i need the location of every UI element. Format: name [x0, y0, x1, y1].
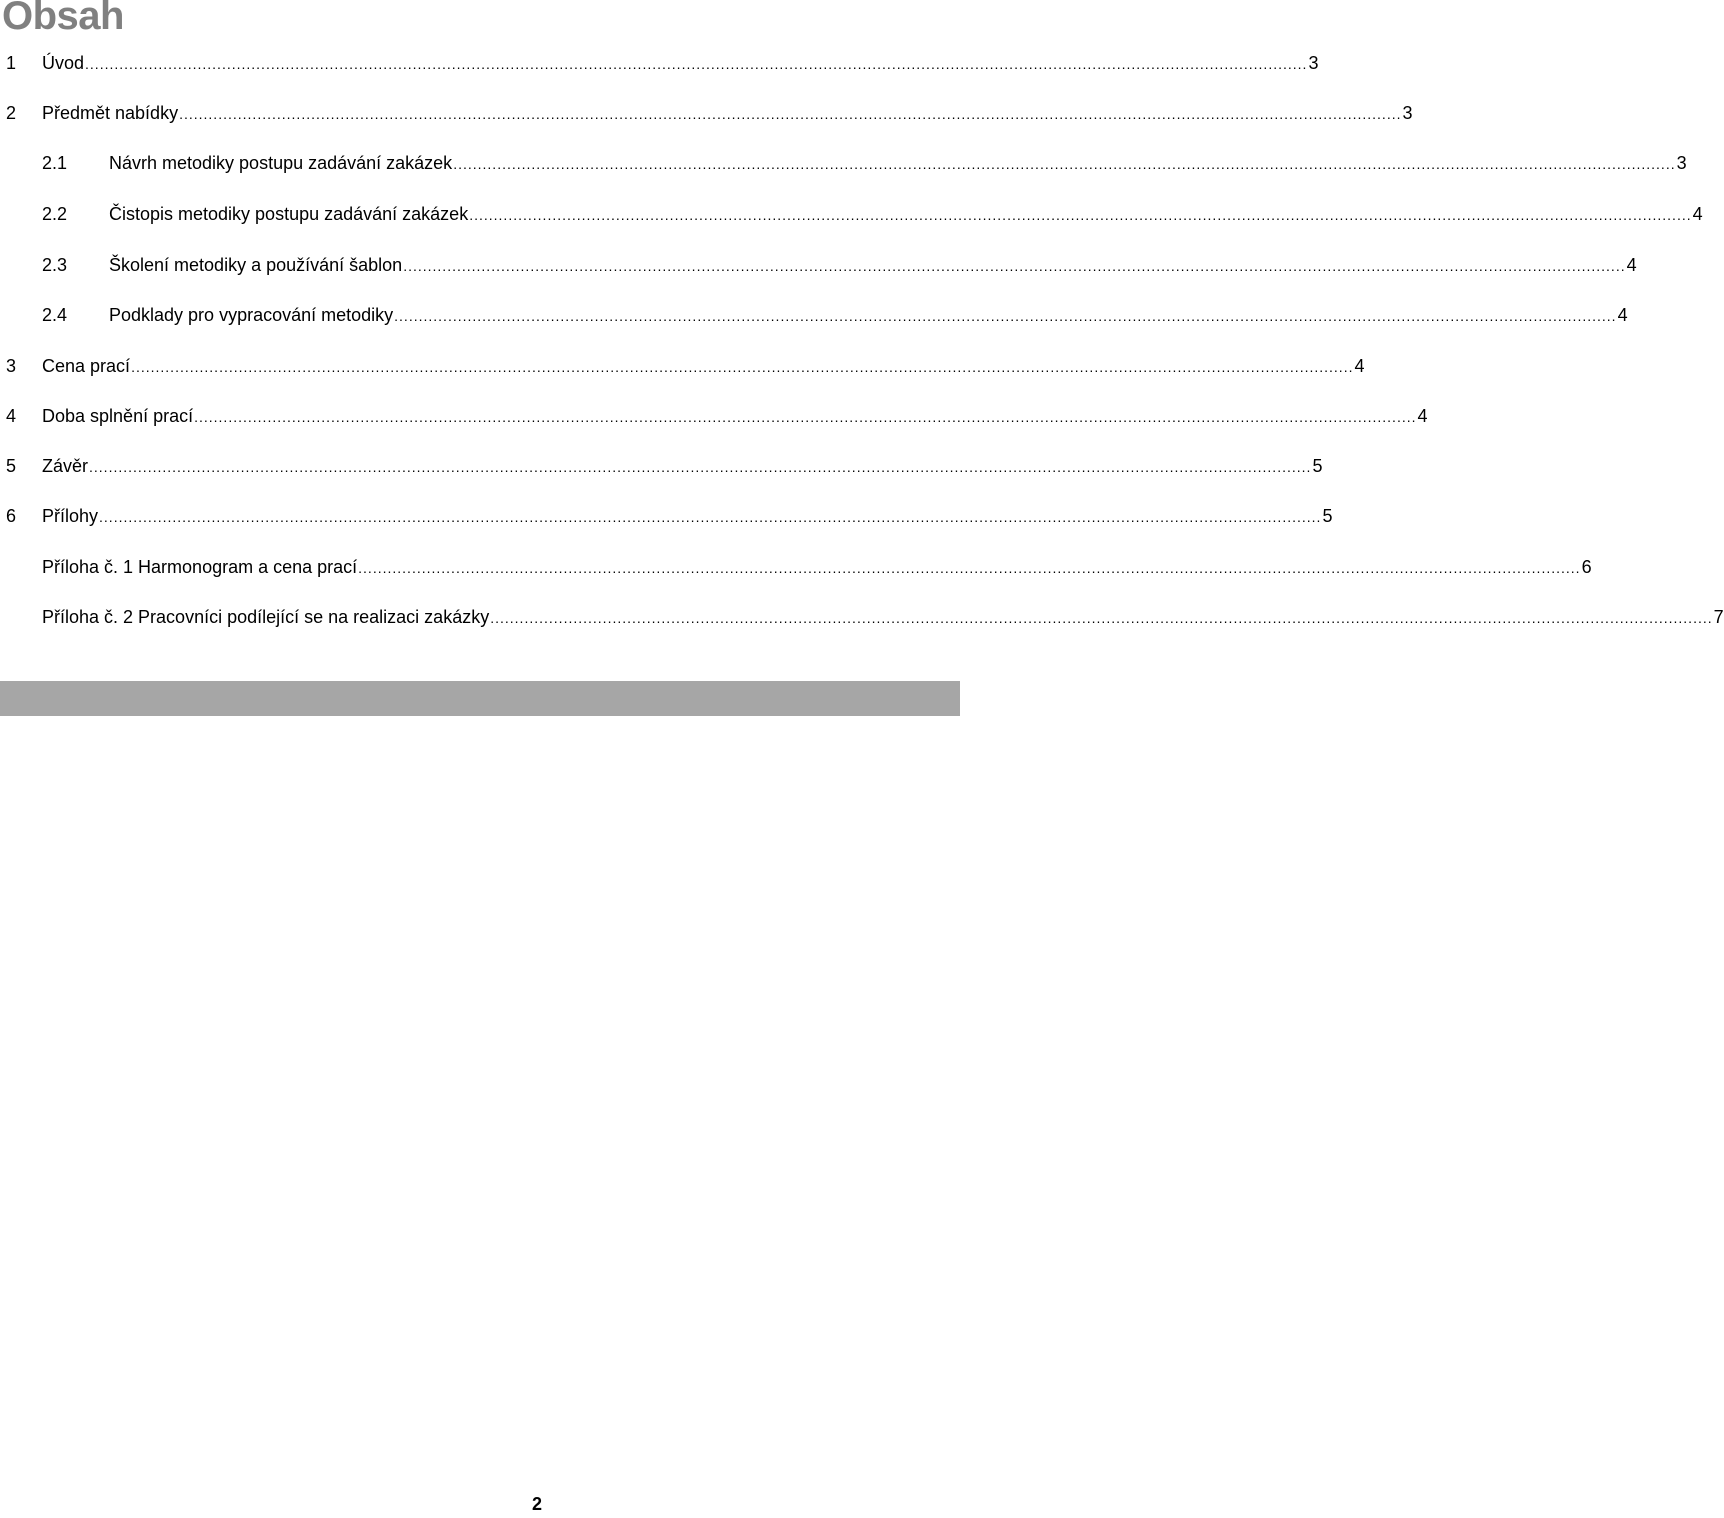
- toc-entry-page: 4: [1617, 305, 1628, 325]
- toc-entry-number: 5: [6, 456, 17, 476]
- toc-entry-page: 4: [1692, 204, 1703, 224]
- toc-entry-number: 2: [6, 103, 17, 123]
- toc-entry-priloha-1[interactable]: [0, 552, 1592, 582]
- toc-entry-page: 5: [1312, 456, 1323, 476]
- toc-leader-dots: ..........................................................................................................................................................................................................................................................: [453, 156, 1676, 172]
- toc-leader-dots: ..........................................................................................................................................................................................................................................................: [99, 509, 1322, 525]
- toc-entry-cena-praci[interactable]: [0, 351, 1365, 381]
- toc-leader-dots: ..........................................................................................................................................................................................................................................................: [89, 459, 1312, 475]
- toc-entry-page: 7: [1713, 607, 1724, 627]
- toc-entry-title: Čistopis metodiky postupu zadávání zakázek: [109, 204, 469, 224]
- toc-entry-page: 4: [1626, 255, 1637, 275]
- toc-entry-number: 4: [6, 406, 17, 426]
- toc-entry-page: 4: [1354, 356, 1365, 376]
- toc-entry-page: 6: [1581, 557, 1592, 577]
- toc-entry-title: Přílohy: [42, 506, 99, 526]
- toc-entry-title: Školení metodiky a používání šablon: [109, 255, 403, 275]
- table-of-contents: [0, 0, 1724, 660]
- toc-entry-number: 1: [6, 53, 17, 73]
- toc-entry-title: Návrh metodiky postupu zadávání zakázek: [109, 153, 453, 173]
- toc-entry-page: 3: [1402, 103, 1413, 123]
- toc-leader-dots: ..........................................................................................................................................................................................................................................................: [403, 258, 1626, 274]
- toc-entry-navrh-metodiky[interactable]: [0, 148, 1687, 178]
- toc-entry-title: Závěr: [42, 456, 89, 476]
- toc-entry-title: Doba splnění prací: [42, 406, 194, 426]
- toc-entry-title: Předmět nabídky: [42, 103, 179, 123]
- toc-leader-dots: ..........................................................................................................................................................................................................................................................: [179, 106, 1402, 122]
- toc-leader-dots: ..........................................................................................................................................................................................................................................................: [394, 308, 1617, 324]
- toc-entry-number: 2.1: [42, 153, 68, 173]
- toc-entry-cistopis-metodiky[interactable]: [0, 199, 1703, 229]
- toc-entry-number: 6: [6, 506, 17, 526]
- toc-leader-dots: ..........................................................................................................................................................................................................................................................: [131, 359, 1354, 375]
- toc-entry-title: Podklady pro vypracování metodiky: [109, 305, 394, 325]
- page-divider-band: [0, 681, 960, 716]
- toc-entry-prilohy[interactable]: [0, 501, 1333, 531]
- toc-entry-zaver[interactable]: [0, 451, 1323, 481]
- toc-entry-number: 2.3: [42, 255, 68, 275]
- toc-entry-number: 2.2: [42, 204, 68, 224]
- toc-leader-dots: ..........................................................................................................................................................................................................................................................: [194, 409, 1417, 425]
- toc-entry-skoleni-metodiky[interactable]: [0, 250, 1637, 280]
- toc-leader-dots: ..........................................................................................................................................................................................................................................................: [490, 610, 1713, 626]
- page-number: 2: [531, 1494, 542, 1514]
- toc-entry-podklady[interactable]: [0, 300, 1628, 330]
- toc-entry-page: 3: [1308, 53, 1319, 73]
- toc-entry-page: 5: [1322, 506, 1333, 526]
- toc-entry-doba-splneni[interactable]: [0, 401, 1428, 431]
- toc-entry-title: Cena prací: [42, 356, 131, 376]
- toc-entry-title: Úvod: [42, 53, 85, 73]
- toc-entry-title: Příloha č. 1 Harmonogram a cena prací: [42, 557, 358, 577]
- toc-entry-priloha-2[interactable]: [0, 602, 1724, 632]
- toc-leader-dots: ..........................................................................................................................................................................................................................................................: [469, 207, 1692, 223]
- toc-entry-page: 4: [1417, 406, 1428, 426]
- toc-leader-dots: ..........................................................................................................................................................................................................................................................: [358, 560, 1581, 576]
- toc-entry-number: 3: [6, 356, 17, 376]
- toc-entry-title: Příloha č. 2 Pracovníci podílející se na realizaci zakázky: [42, 607, 490, 627]
- page-title: Obsah: [2, 0, 124, 38]
- toc-entry-uvod[interactable]: [0, 48, 1319, 78]
- toc-entry-page: 3: [1676, 153, 1687, 173]
- toc-entry-number: 2.4: [42, 305, 68, 325]
- toc-entry-predmet-nabidky[interactable]: [0, 98, 1413, 128]
- toc-leader-dots: ..........................................................................................................................................................................................................................................................: [85, 56, 1308, 72]
